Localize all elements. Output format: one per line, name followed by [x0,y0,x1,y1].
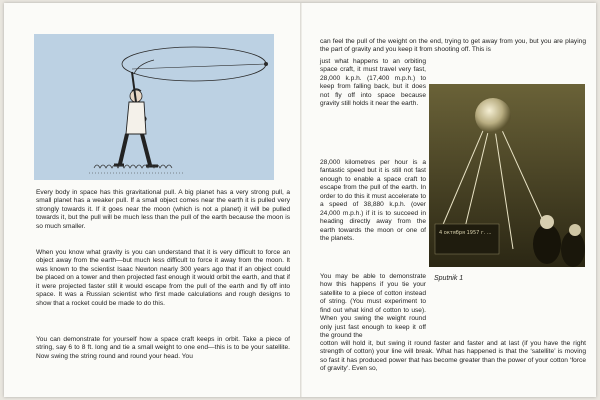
left-paragraph-1: Every body in space has this gravitational pull. A big planet has a very strong pull, a small planet has a weaker pull. If a small object comes near the earth it is pulled very strongly towards it. If it goes near the moon (which is not a planet) it will be pulled towards it, but the pull will be much less than the pull of the earth because the moon is so much smaller. [36,189,290,230]
left-paragraph-3: You can demonstrate for yourself how a space craft keeps in orbit. Take a piece of string, say 6 to 8 ft. long and tie a small weight to one end—this is to be your satellite. Now swing the string round and round your head. You [36,336,290,360]
right-bottom-lines: cotton will hold it, but swing it round faster and faster and at last (if you have the right strength of cotton) your line will break. What has happened is that the ‘satellite’ is moving so fast it has produced power that has become greater than the power of your cotton ‘force of gravity’. Even so, [320,340,586,373]
photo-caption: Sputnik 1 [434,275,464,282]
right-narrow-paragraph-2: 28,000 kilometres per hour is a fantastic speed but it is still not fast enough to enable a space craft to escape from the pull of the earth. In order to do this it must accelerate to a speed of 38,880 k.p.h. (over 24,000 m.p.h.) if it is to succeed in heading directly away from the earth towards the moon or one of the planets. [320,159,426,243]
page-gutter [300,3,302,397]
right-narrow-paragraph-3: You may be able to demonstrate how this happens if you tie your satellite to a piece of cotton instead of string. (You must experiment to find out what kind of cotton to use). When you swing the weight round only just fast enough to keep it off the ground the [320,273,426,340]
sputnik-photo-drawing [429,84,585,267]
right-narrow-paragraph-1: just what happens to an orbiting space craft, it must travel very fast, 28,000 k.p.h. (17,400 m.p.h.) to keep from falling back, but it does not fly off into space because gravity still holds it near the earth. [320,58,426,108]
string-swing-illustration [34,34,274,180]
right-top-lines: can feel the pull of the weight on the end, trying to get away from you, but you are playing the part of gravity and you keep it from shooting off. This is [320,38,586,54]
left-paragraph-2: When you know what gravity is you can understand that it is very difficult to force an object away from the earth—but much less difficult to force it away from the moon. It was known to the scientist Isaac Newton nearly 300 years ago that if an object could be placed on a tower and then projected fast enough it would orbit the earth, and that if it were projected faster still it would escape from the pull of the earth and fly off into space. It was a Russian scientist who first made calculations and rough designs to show that a rocket could be made to do this. [36,249,290,307]
photo-plaque-text: 4 октября 1957 г. ... [439,230,492,236]
man-swinging-weight-drawing [34,34,274,180]
book-spread [4,3,596,397]
sputnik-photo [429,84,585,267]
